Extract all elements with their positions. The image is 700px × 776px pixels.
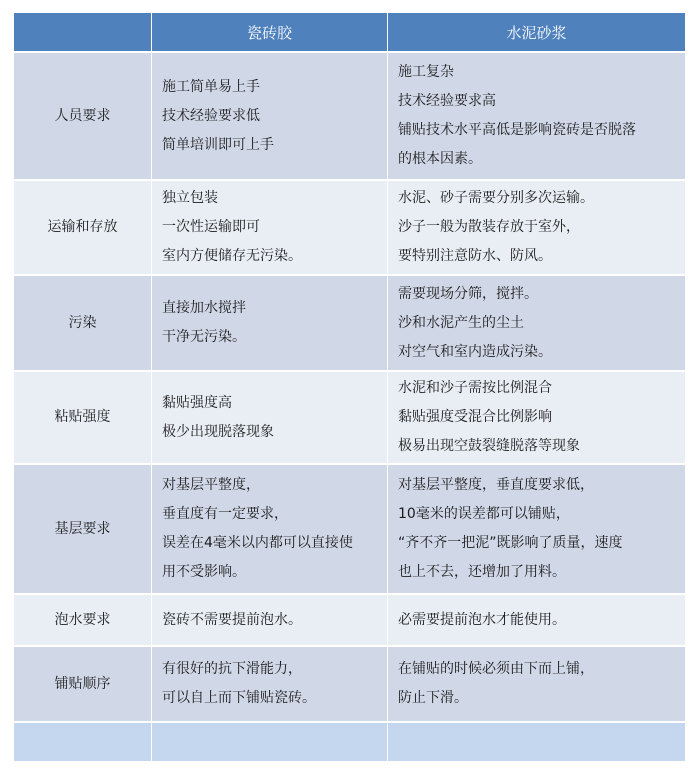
cell-line: 垂直度有一定要求，	[162, 506, 288, 522]
cell-line: “齐不齐一把泥”既影响了质量，速度	[398, 535, 623, 551]
cell-line: 黏贴强度受混合比例影响	[398, 409, 552, 425]
row-label-text: 运输和存放	[47, 219, 118, 235]
footer-cell-empty	[14, 723, 151, 761]
header-cell-empty	[14, 13, 151, 51]
cell-line: 铺贴技术水平高低是影响瓷砖是否脱落	[398, 122, 636, 138]
cell-line: 极少出现脱落现象	[162, 423, 274, 440]
cell-line: 极易出现空鼓裂缝脱落等现象	[398, 438, 580, 454]
cell-line: 也上不去，还增加了用料。	[398, 564, 566, 580]
row-label-text: 铺贴顺序	[54, 675, 111, 692]
cell-line: 沙子一般为散装存放于室外，	[398, 219, 580, 235]
cell-line: 需要现场分筛，搅拌。	[398, 285, 538, 302]
tile-glue-soaking	[151, 595, 387, 645]
cell-line: 10毫米的误差都可以铺贴，	[398, 506, 570, 522]
header-cell-cement-mortar: 水泥砂浆	[387, 13, 685, 51]
cell-line: 水泥和沙子需按比例混合	[398, 380, 552, 396]
cell-line: 可以自上而下铺贴瓷砖。	[162, 690, 316, 706]
tile-glue-personnel	[151, 53, 387, 179]
tile-glue-laying-order	[151, 647, 387, 721]
cell-line: 技术经验要求低	[162, 107, 260, 124]
mortar-laying-order	[387, 647, 685, 721]
cell-line: 瓷砖不需要提前泡水。	[162, 611, 302, 628]
cell-line: 必需要提前泡水才能使用。	[398, 611, 566, 628]
row-label-bond-strength	[14, 372, 151, 463]
cell-line: 施工简单易上手	[162, 78, 260, 95]
cell-line: 施工复杂	[398, 64, 454, 80]
mortar-substrate	[387, 465, 685, 593]
cell-line: 水泥、砂子需要分别多次运输。	[398, 190, 594, 206]
cell-line: 室内方便储存无污染。	[162, 248, 302, 264]
row-label-text: 人员要求	[54, 107, 111, 124]
row-label-substrate	[14, 465, 151, 593]
cell-line: 对基层平整度，垂直度要求低，	[398, 477, 594, 493]
tile-glue-substrate	[151, 465, 387, 593]
cell-line: 技术经验要求高	[398, 93, 496, 109]
cell-line: 简单培训即可上手	[162, 136, 274, 153]
cell-line: 的根本因素。	[398, 151, 482, 167]
cell-line: 独立包装	[162, 190, 218, 206]
tile-glue-bond-strength	[151, 372, 387, 463]
comparison-table	[14, 13, 685, 761]
cell-line: 沙和水泥产生的尘土	[398, 314, 524, 331]
cell-line: 黏贴强度高	[162, 394, 232, 411]
row-label-text: 泡水要求	[54, 611, 111, 628]
header-cell-tile-glue: 瓷砖胶	[151, 13, 387, 51]
row-label-pollution	[14, 276, 151, 370]
mortar-soaking	[387, 595, 685, 645]
cell-line: 对空气和室内造成污染。	[398, 343, 552, 360]
cell-line: 有很好的抗下滑能力，	[162, 661, 302, 677]
cell-line: 一次性运输即可	[162, 219, 260, 235]
mortar-pollution	[387, 276, 685, 370]
cell-line: 直接加水搅拌	[162, 300, 246, 316]
footer-cell-empty	[151, 723, 387, 761]
row-label-text: 粘贴强度	[54, 409, 111, 425]
cell-line: 用不受影响。	[162, 564, 246, 580]
mortar-transport-storage	[387, 181, 685, 274]
mortar-bond-strength	[387, 372, 685, 463]
cell-line: 要特别注意防水、防风。	[398, 248, 552, 264]
cell-line: 防止下滑。	[398, 690, 468, 706]
cell-line: 在铺贴的时候必须由下而上铺，	[398, 661, 594, 677]
row-label-transport-storage	[14, 181, 151, 274]
tile-glue-transport-storage	[151, 181, 387, 274]
cell-line: 误差在4毫米以内都可以直接使	[162, 535, 353, 551]
cell-line: 干净无污染。	[162, 329, 246, 345]
row-label-soaking	[14, 595, 151, 645]
row-label-text: 污染	[68, 314, 97, 331]
tile-glue-pollution	[151, 276, 387, 370]
row-label-personnel	[14, 53, 151, 179]
mortar-personnel	[387, 53, 685, 179]
row-label-laying-order	[14, 647, 151, 721]
row-label-text: 基层要求	[54, 520, 111, 537]
footer-cell-empty	[387, 723, 685, 761]
cell-line: 对基层平整度，	[162, 477, 260, 493]
